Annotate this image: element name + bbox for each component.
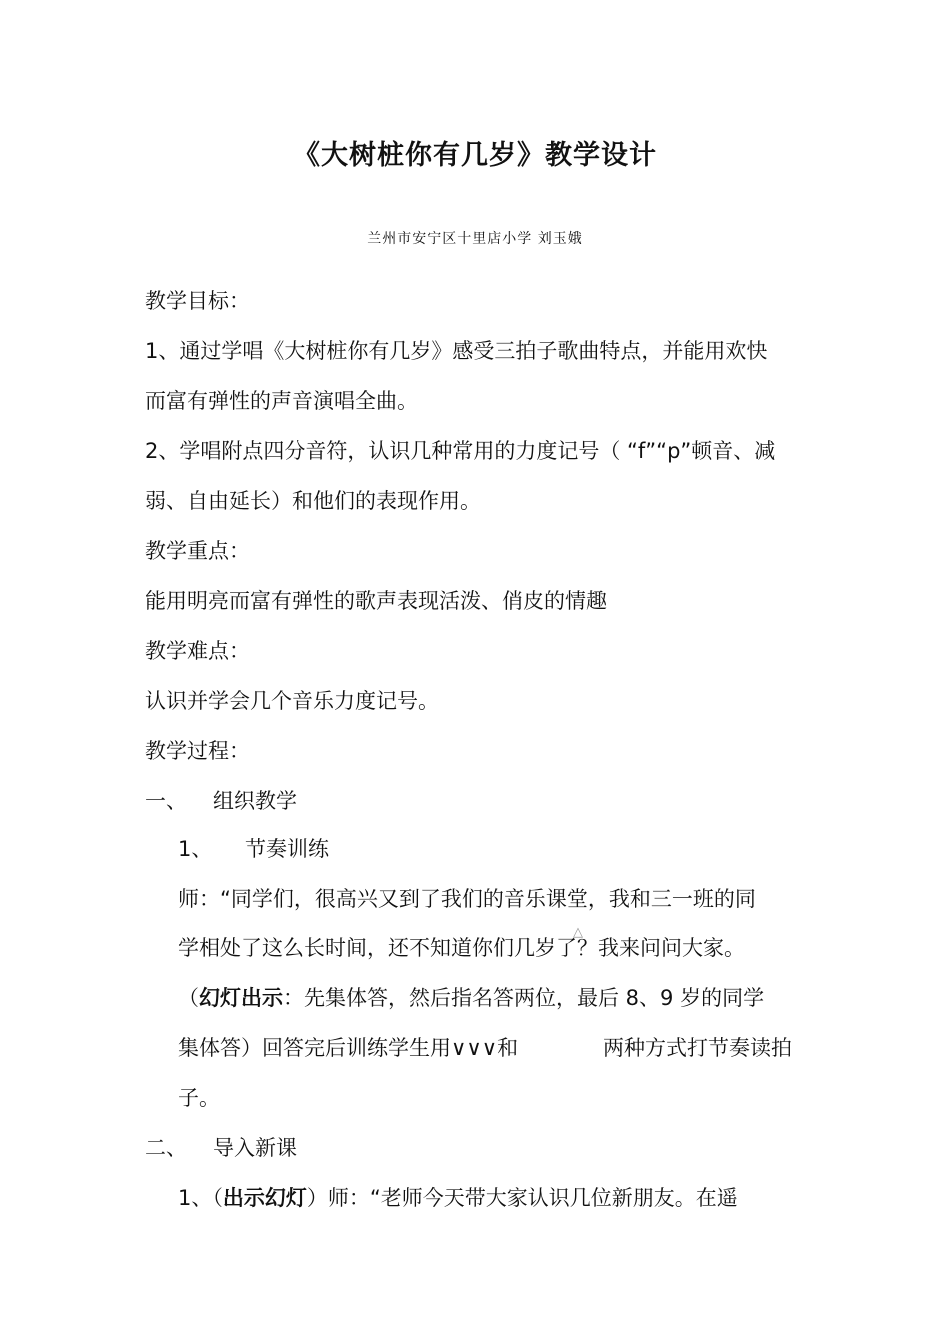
key-heading: 教学重点： (145, 539, 250, 563)
section2-title: 导入新课 (213, 1136, 297, 1160)
goal2-line1: 2、学唱附点四分音符，认识几种常用的力度记号（ “f”“p”顿音、减 (145, 439, 776, 463)
paragraph2-open: 1、（ (178, 1186, 223, 1210)
paragraph1-line5: 子。 (178, 1086, 220, 1110)
triangle-mark-icon: △ (573, 925, 583, 940)
section1-item-title: 节奏训练 (245, 837, 329, 861)
paragraph1-line3-bold: 幻灯出示 (199, 986, 283, 1010)
paragraph2-rest: ）师：“老师今天带大家认识几位新朋友。在遥 (306, 1186, 738, 1210)
difficult-heading: 教学难点： (145, 639, 250, 663)
goal1-line1: 1、通过学唱《大树桩你有几岁》感受三拍子歌曲特点，并能用欢快 (145, 339, 768, 363)
goal2-line2: 弱、自由延长）和他们的表现作用。 (145, 489, 481, 513)
paragraph1-line3 (178, 984, 764, 1012)
paragraph1-line3-open: （ (178, 986, 199, 1010)
paragraph1-line4b: 两种方式打节奏读拍 (603, 1036, 792, 1060)
paragraph1-line3-rest: ：先集体答，然后指名答两位，最后 8、9 岁的同学 (283, 986, 765, 1010)
key-text: 能用明亮而富有弹性的歌声表现活泼、俏皮的情趣 (145, 589, 607, 613)
section1-number: 一、 (145, 789, 187, 813)
document-title: 《大树桩你有几岁》教学设计 (293, 140, 657, 171)
difficult-text: 认识并学会几个音乐力度记号。 (145, 689, 439, 713)
paragraph2-line1 (178, 1184, 738, 1212)
author-line: 兰州市安宁区十里店小学 刘玉娥 (367, 231, 583, 247)
paragraph1-line1: 师：“同学们，很高兴又到了我们的音乐课堂，我和三一班的同 (178, 887, 756, 911)
section1-item-number: 1、 (178, 837, 213, 861)
goal1-line2: 而富有弹性的声音演唱全曲。 (145, 389, 418, 413)
paragraph2-bold: 出示幻灯 (222, 1186, 307, 1210)
section1-title: 组织教学 (213, 789, 297, 813)
paragraph1-line2: 学相处了这么长时间，还不知道你们几岁了？我来问问大家。 (178, 936, 745, 960)
process-heading: 教学过程： (145, 739, 250, 763)
goals-heading: 教学目标： (145, 289, 250, 313)
section2-number: 二、 (145, 1136, 187, 1160)
paragraph1-line4a: 集体答）回答完后训练学生用∨∨∨和 (178, 1036, 519, 1060)
